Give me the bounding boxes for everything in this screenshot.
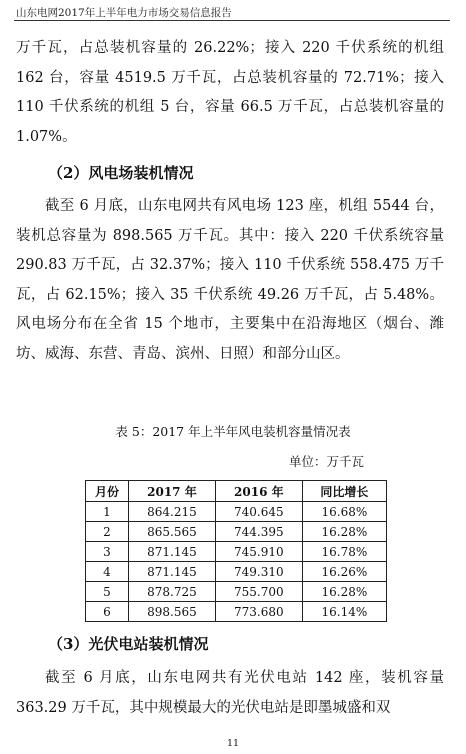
table-unit: 单位：万千瓦: [288, 454, 364, 469]
table-header-row: [86, 481, 387, 502]
table-cell: 16.26%: [302, 562, 386, 582]
table-cell: 898.565: [128, 602, 215, 622]
table-cell: 865.565: [128, 522, 215, 542]
table-cell: 16.78%: [302, 542, 386, 562]
table-cell: 16.28%: [302, 522, 386, 542]
table-row: [86, 582, 387, 602]
table-cell: 1: [86, 502, 129, 522]
table-cell: 744.395: [215, 522, 302, 542]
paragraph-1: 万千瓦，占总装机容量的 26.22%；接入 220 千伏系统的机组 162 台，容量 4519.5 万千瓦，占总装机容量的 72.71%；接入 110 千伏系统的机组 5 台，容量 66.5 万千瓦，占总装机容量的 1.07%。: [16, 40, 444, 145]
column-header: 2017 年: [128, 481, 215, 502]
table-cell: 749.310: [215, 562, 302, 582]
table-caption: 表 5：2017 年上半年风电装机容量情况表: [115, 424, 351, 439]
table-cell: 6: [86, 602, 129, 622]
paragraph-2: 截至 6 月底，山东电网共有风电场 123 座，机组 5544 台，装机总容量为 898.565 万千瓦。其中：接入 220 千伏系统容量 290.83 万千瓦，占 32.37%；接入 110 千伏系统 558.475 万千瓦，占 62.15%；接入 35 千伏系统 49.26 万千瓦，占 5.48%。风电场分布在全省 15 个地市，主要集中在沿海地区（烟台、潍坊、威海、东营、青岛、滨州、日照）和部分山区。: [16, 198, 444, 362]
section-3-title: （3）光伏电站装机情况: [48, 635, 209, 653]
table-row: [86, 602, 387, 622]
table-cell: 773.680: [215, 602, 302, 622]
page-header: 山东电网2017年上半年电力市场交易信息报告: [16, 7, 232, 19]
column-header: 2016 年: [215, 481, 302, 502]
section-2-title: （2）风电场装机情况: [48, 164, 194, 182]
paragraph-3: 截至 6 月底，山东电网共有光伏电站 142 座，装机容量 363.29 万千瓦，其中规模最大的光伏电站是即墨城盛和双: [16, 670, 444, 716]
table-cell: 16.14%: [302, 602, 386, 622]
column-header: 同比增长: [302, 481, 386, 502]
table-cell: 878.725: [128, 582, 215, 602]
table-cell: 3: [86, 542, 129, 562]
header-rule: [14, 20, 450, 21]
table-cell: 864.215: [128, 502, 215, 522]
table-cell: 4: [86, 562, 129, 582]
table-cell: 16.68%: [302, 502, 386, 522]
table-cell: 2: [86, 522, 129, 542]
table-cell: 871.145: [128, 562, 215, 582]
wind-capacity-table: [85, 480, 387, 622]
table-cell: 5: [86, 582, 129, 602]
table-cell: 745.910: [215, 542, 302, 562]
table-cell: 755.700: [215, 582, 302, 602]
table-row: [86, 522, 387, 542]
column-header: 月份: [86, 481, 129, 502]
table-row: [86, 502, 387, 522]
table-row: [86, 542, 387, 562]
page-number: 11: [226, 738, 240, 749]
table-cell: 740.645: [215, 502, 302, 522]
table-row: [86, 562, 387, 582]
table-cell: 871.145: [128, 542, 215, 562]
table-cell: 16.28%: [302, 582, 386, 602]
